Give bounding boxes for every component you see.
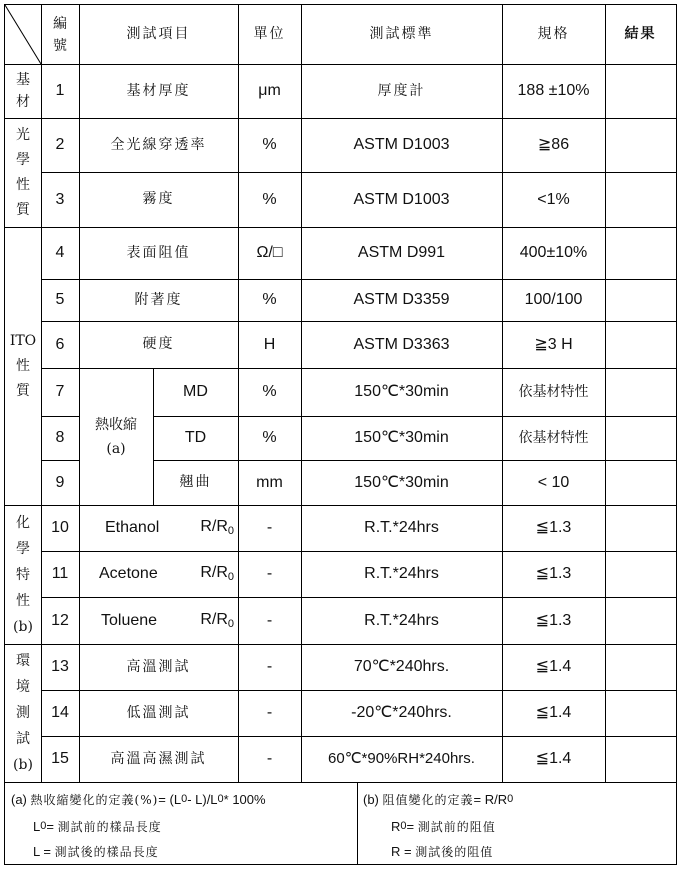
row-5-spec: 100/100 bbox=[524, 291, 583, 309]
row-9-spec: < 10 bbox=[537, 473, 570, 491]
group-optical: 光 學 性 質 bbox=[16, 126, 30, 218]
row-7-item: MD bbox=[183, 383, 208, 401]
header-spec: 規格 bbox=[537, 26, 570, 43]
row-14-spec: ≦1.4 bbox=[535, 704, 572, 722]
header-diagonal bbox=[5, 5, 41, 64]
row-10-standard: R.T.*24hrs bbox=[364, 519, 439, 537]
header-unit: 單位 bbox=[253, 26, 286, 43]
group-environment: 環 境 測 試 (b) bbox=[13, 653, 33, 773]
row-12-solvent: Toluene bbox=[101, 611, 158, 629]
row-11-ratio: $R/R_0$ bbox=[200, 564, 234, 584]
row-7-no: 7 bbox=[55, 383, 65, 401]
row-7-unit: % bbox=[262, 383, 277, 401]
header-standard: 測試標準 bbox=[369, 26, 434, 43]
row-2-unit: % bbox=[262, 136, 277, 154]
row-2-no: 2 bbox=[55, 136, 65, 154]
row-11-spec: ≦1.3 bbox=[535, 565, 572, 583]
row-12-ratio: $R/R_0$ bbox=[200, 610, 234, 630]
group-substrate: 基 材 bbox=[16, 72, 30, 110]
row-5-item: 附著度 bbox=[134, 291, 183, 308]
row-4-item: 表面阻值 bbox=[126, 244, 191, 261]
row-11-standard: R.T.*24hrs bbox=[364, 565, 439, 583]
row-13-spec: ≦1.4 bbox=[535, 658, 572, 676]
row-11-item bbox=[79, 551, 238, 597]
row-1-standard: 厚度計 bbox=[377, 82, 426, 99]
group-chemical: 化 學 特 性 (b) bbox=[13, 514, 33, 635]
row-4-spec: 400±10% bbox=[519, 244, 588, 262]
row-8-standard: 150℃*30min bbox=[354, 429, 449, 447]
shrink-label: 熱收縮 (a) bbox=[95, 416, 137, 457]
row-10-unit: - bbox=[266, 519, 273, 537]
row-9-item: 翹曲 bbox=[179, 474, 212, 491]
row-3-unit: % bbox=[262, 190, 277, 208]
row-8-item: TD bbox=[184, 429, 207, 447]
row-15-no: 15 bbox=[51, 750, 69, 768]
row-3-standard: ASTM D1003 bbox=[353, 190, 450, 208]
row-3-item: 霧度 bbox=[142, 191, 175, 208]
header-result: 結果 bbox=[624, 26, 657, 43]
row-10-solvent: Ethanol bbox=[105, 519, 160, 537]
row-15-standard: 60℃*90%RH*240hrs. bbox=[328, 750, 475, 767]
spec-table bbox=[4, 4, 677, 865]
row-5-standard: ASTM D3359 bbox=[353, 291, 450, 309]
header-test-item: 測試項目 bbox=[126, 26, 191, 43]
row-5-unit: % bbox=[262, 291, 277, 309]
note-l-definition: L = 測試後的樣品長度 bbox=[33, 843, 159, 859]
group-ito: ITO 性 質 bbox=[9, 332, 37, 399]
row-12-spec: ≦1.3 bbox=[535, 611, 572, 629]
row-13-item: 高溫測試 bbox=[126, 658, 191, 675]
row-8-unit: % bbox=[262, 429, 277, 447]
row-11-unit: - bbox=[266, 565, 273, 583]
note-l0-definition: L 0 = 測試前的樣品長度 bbox=[33, 818, 162, 834]
row-13-standard: 70℃*240hrs. bbox=[353, 658, 450, 676]
row-1-no: 1 bbox=[55, 82, 65, 100]
row-13-no: 13 bbox=[51, 658, 69, 676]
row-14-item: 低溫測試 bbox=[126, 704, 191, 721]
row-5-no: 5 bbox=[55, 291, 65, 309]
row-13-unit: - bbox=[266, 658, 273, 676]
row-8-spec: 依基材特性 bbox=[518, 429, 589, 446]
row-12-standard: R.T.*24hrs bbox=[364, 611, 439, 629]
row-12-no: 12 bbox=[51, 611, 69, 629]
row-9-standard: 150℃*30min bbox=[354, 473, 449, 491]
row-6-no: 6 bbox=[55, 335, 65, 353]
row-1-unit: μm bbox=[258, 82, 281, 100]
note-b-definition: (b) 阻值變化的定義 = R/R 0 bbox=[363, 791, 514, 807]
row-6-unit: H bbox=[263, 335, 276, 353]
row-6-standard: ASTM D3363 bbox=[353, 335, 450, 353]
row-2-spec: ≧86 bbox=[537, 136, 570, 154]
row-2-standard: ASTM D1003 bbox=[353, 136, 450, 154]
row-6-spec: ≧3 H bbox=[534, 335, 573, 353]
note-a-definition: (a) 熱收縮變化的定義(%) = (L 0 - L)/L 0 * 100% bbox=[11, 791, 266, 807]
row-15-spec: ≦1.4 bbox=[535, 750, 572, 768]
row-15-unit: - bbox=[266, 750, 273, 768]
row-14-unit: - bbox=[266, 704, 273, 722]
row-3-spec: <1% bbox=[537, 190, 570, 208]
row-14-no: 14 bbox=[51, 704, 69, 722]
row-4-unit: Ω/□ bbox=[256, 244, 283, 262]
row-6-item: 硬度 bbox=[142, 336, 175, 353]
row-12-item bbox=[79, 597, 238, 644]
row-10-spec: ≦1.3 bbox=[535, 519, 572, 537]
row-11-solvent: Acetone bbox=[99, 565, 158, 583]
row-11-no: 11 bbox=[51, 565, 69, 583]
header-number: 編 號 bbox=[53, 15, 67, 54]
row-10-ratio: $R/R_0$ bbox=[200, 518, 234, 538]
row-15-item: 高溫高濕測試 bbox=[110, 750, 207, 767]
row-12-unit: - bbox=[266, 611, 273, 629]
row-7-standard: 150℃*30min bbox=[354, 383, 449, 401]
row-14-standard: -20℃*240hrs. bbox=[351, 704, 452, 722]
note-r0-definition: R 0 = 測試前的阻值 bbox=[391, 818, 496, 834]
row-3-no: 3 bbox=[55, 190, 65, 208]
note-r-definition: R = 測試後的阻值 bbox=[391, 843, 494, 859]
row-1-spec: 188 ±10% bbox=[517, 82, 590, 100]
row-8-no: 8 bbox=[55, 429, 65, 447]
row-2-item: 全光線穿透率 bbox=[110, 136, 207, 153]
row-4-no: 4 bbox=[55, 244, 65, 262]
row-10-item bbox=[79, 505, 238, 551]
row-1-item: 基材厚度 bbox=[126, 82, 191, 99]
row-4-standard: ASTM D991 bbox=[357, 244, 446, 262]
row-10-no: 10 bbox=[51, 519, 69, 537]
row-9-unit: mm bbox=[256, 473, 283, 491]
row-7-spec: 依基材特性 bbox=[518, 383, 589, 400]
row-9-no: 9 bbox=[55, 473, 65, 491]
